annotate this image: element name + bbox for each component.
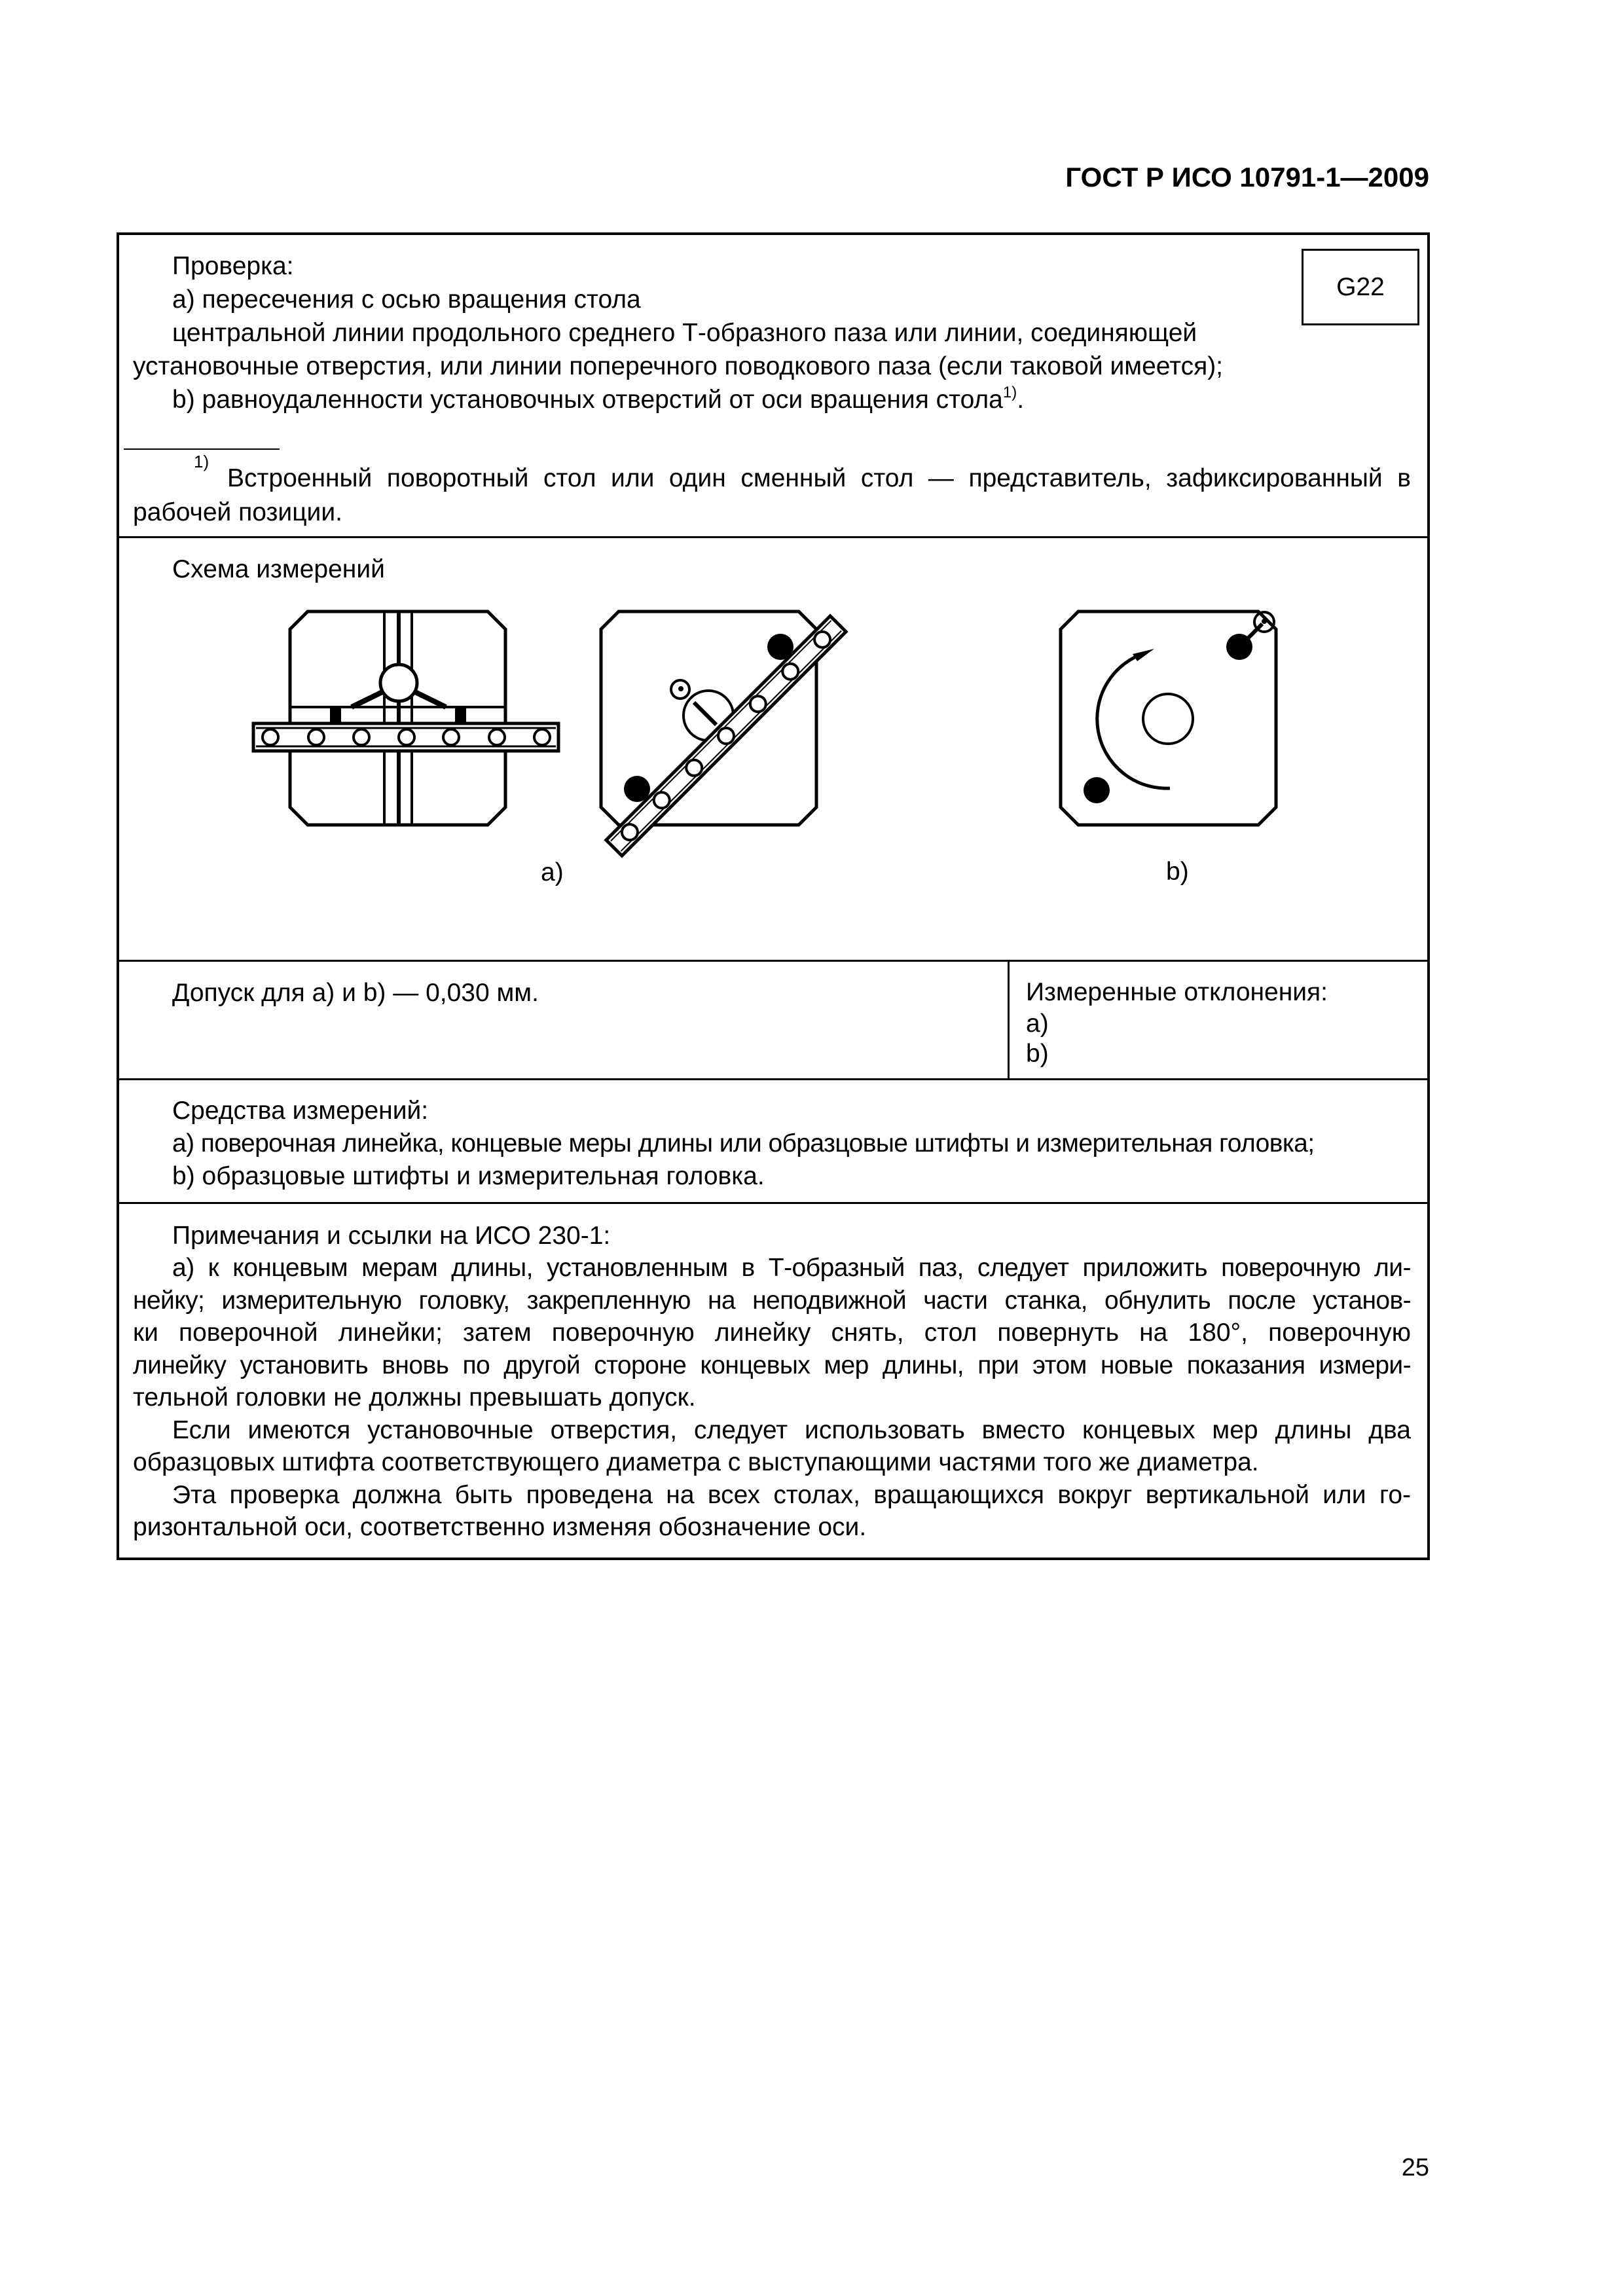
instruments-b: b) образцовые штифты и измерительная головка.	[172, 1162, 765, 1190]
check-item-b	[172, 384, 1024, 416]
notes-line: a) к концевым мерам длины, установленным в Т-образный паз, следует приложить поверочную ли-	[172, 1254, 1411, 1282]
notes-line: Если имеются установочные отверстия, следует использовать вместо концевых мер длины два	[172, 1416, 1411, 1444]
schema-label-b: b)	[1166, 858, 1189, 886]
measured-a: a)	[1026, 1010, 1049, 1038]
footnote-rule	[124, 448, 280, 450]
notes-line: линейку установить вновь по другой стороне концевых мер длины, при этом новые показания измери-	[133, 1351, 1411, 1379]
notes-line: ризонтальной оси, соответственно изменяя обозначение оси.	[133, 1513, 867, 1541]
tolerance-text: Допуск для a) и b) — 0,030 мм.	[172, 979, 539, 1007]
test-id-box	[1302, 249, 1419, 325]
notes-line: ки поверочной линейки; затем поверочную линейку снять, стол повернуть на 180°, поверочную	[133, 1319, 1411, 1347]
measured-b: b)	[1026, 1040, 1049, 1068]
notes-line: образцовых штифта соответствующего диаметра с выступающими частями того же диаметра.	[133, 1448, 1259, 1476]
footnote-ref: 1)	[1002, 384, 1017, 401]
column-divider	[1008, 960, 1010, 1080]
schema-title: Схема измерений	[172, 555, 385, 583]
notes-title: Примечания и ссылки на ИСО 230-1:	[172, 1222, 611, 1250]
instruments-a: a) поверочная линейка, концевые меры длины или образцовые штифты и измерительная головка;	[172, 1129, 1315, 1157]
notes-line: тельной головки не должны превышать допуск.	[133, 1383, 696, 1412]
check-item-b-text: b) равноудаленности установочных отверстий от оси вращения стола	[172, 386, 1003, 414]
notes-line: Эта проверка должна быть проведена на всех столах, вращающихся вокруг вертикальной или го-	[172, 1481, 1411, 1509]
footnote-line-1: Встроенный поворотный стол или один сменный стол — представитель, зафиксированный в	[227, 464, 1411, 492]
test-id: G22	[1336, 272, 1385, 301]
check-item-a-cont: центральной линии продольного среднего Т-образного паза или линии, соединяющей	[172, 319, 1197, 347]
document-code-header: ГОСТ Р ИСО 10791-1—2009	[1065, 162, 1429, 192]
row-divider	[117, 960, 1430, 962]
notes-line: нейку; измерительную головку, закрепленную на неподвижной части станка, обнулить после установ-	[133, 1286, 1411, 1315]
instruments-title: Средства измерений:	[172, 1097, 429, 1125]
check-item-b-punct: .	[1017, 386, 1025, 414]
footnote-marker: 1)	[194, 452, 210, 471]
check-item-a-cont2: установочные отверстия, или линии поперечного поводкового паза (если таковой имеется);	[133, 352, 1224, 380]
schema-label-a: a)	[541, 858, 564, 886]
footnote-line-2: рабочей позиции.	[133, 498, 342, 526]
row-divider	[117, 1202, 1430, 1204]
row-divider	[117, 1078, 1430, 1080]
measured-title: Измеренные отклонения:	[1026, 978, 1328, 1006]
row-divider	[117, 536, 1430, 538]
check-item-a: a) пересечения с осью вращения стола	[172, 285, 641, 314]
page-number: 25	[1401, 2154, 1429, 2181]
check-title: Проверка:	[172, 252, 294, 280]
